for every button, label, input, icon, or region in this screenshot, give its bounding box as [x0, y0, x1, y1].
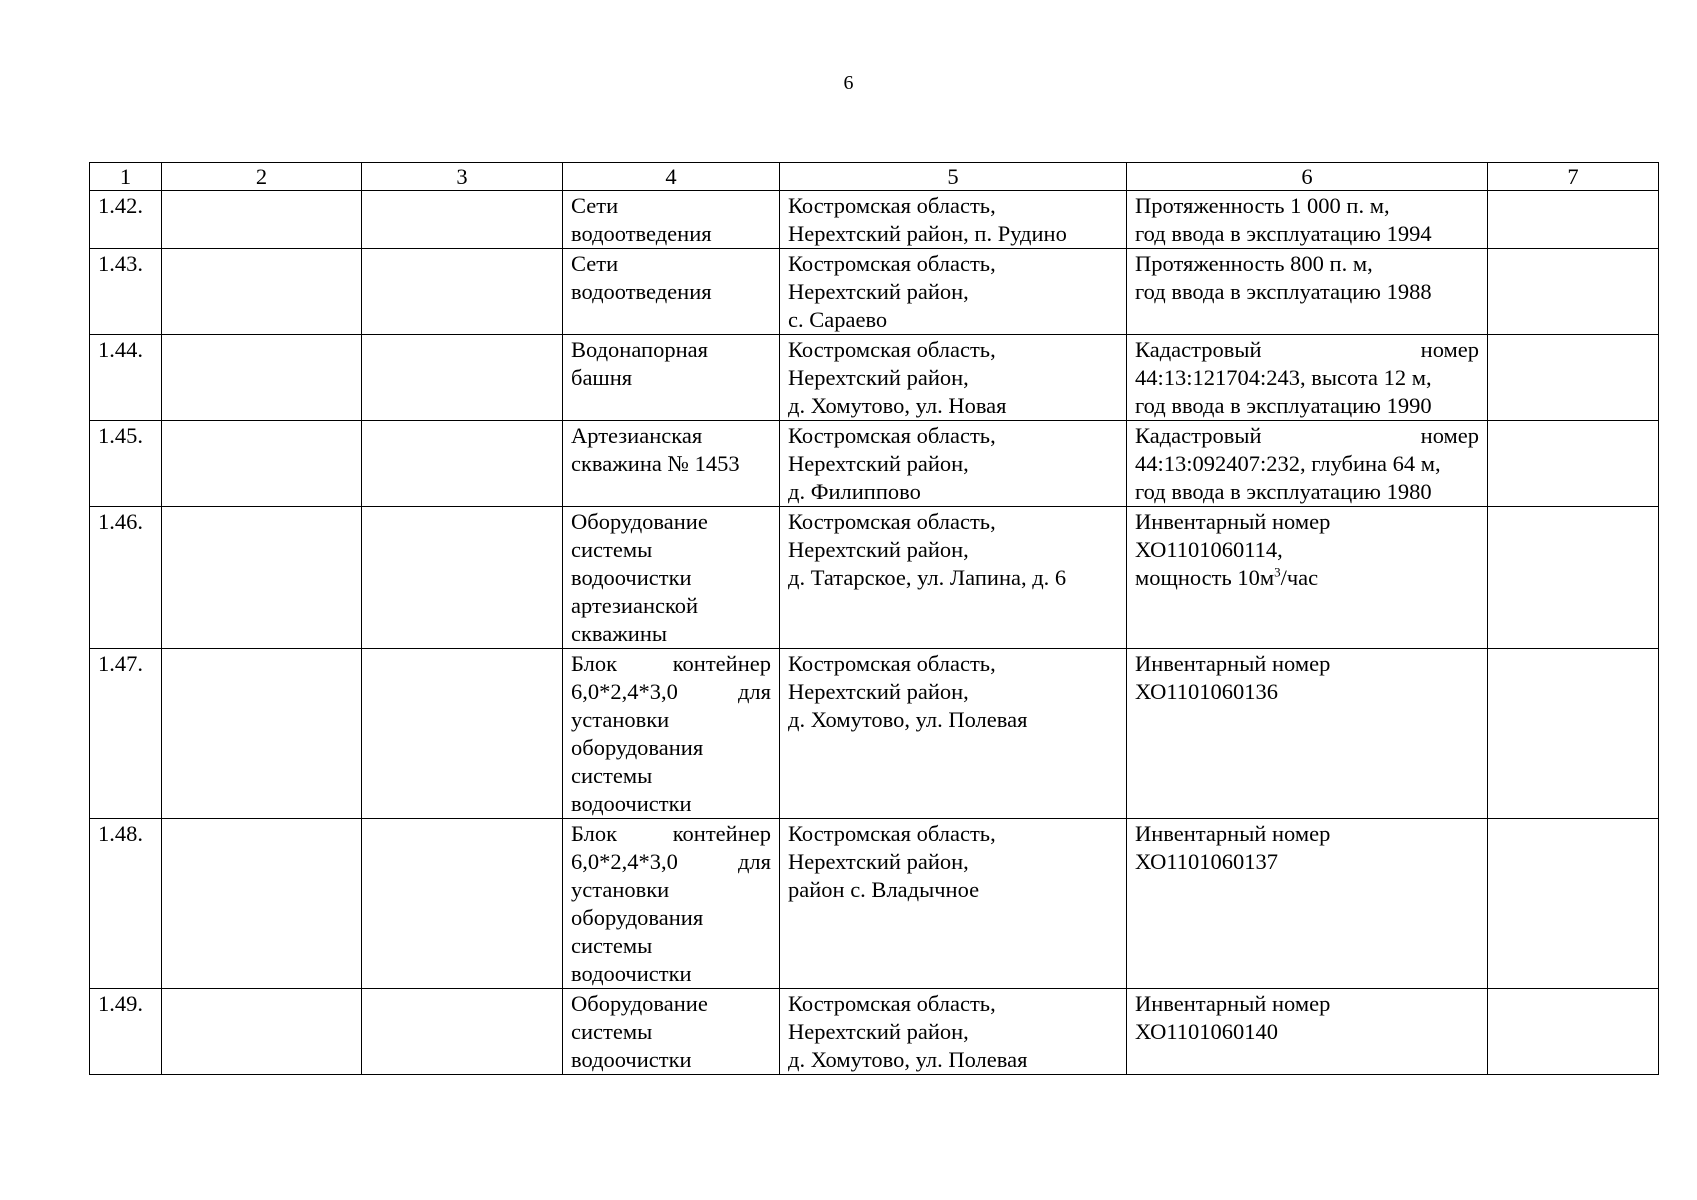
address-line: с. Сараево — [788, 307, 888, 332]
object-name-line: оборудования — [571, 735, 704, 760]
header-row — [90, 163, 1659, 191]
address-line: д. Татарское, ул. Лапина, д. 6 — [788, 565, 1067, 590]
object-address — [780, 421, 1127, 507]
row-col-2 — [162, 335, 362, 421]
object-name-line: установки — [571, 877, 670, 902]
characteristics-line: год ввода в эксплуатацию 1980 — [1135, 479, 1432, 504]
object-name-line: Блок контейнер — [571, 651, 771, 676]
characteristics-line: Кадастровый номер — [1135, 337, 1479, 362]
address-line: Костромская область, — [788, 337, 996, 362]
power-prefix: мощность 10м — [1135, 565, 1275, 590]
row-col-3 — [362, 507, 563, 649]
address-line: Нерехтский район, — [788, 679, 969, 704]
address-line: Костромская область, — [788, 991, 996, 1016]
object-name-line: системы — [571, 1019, 653, 1044]
row-col-7 — [1488, 989, 1659, 1075]
object-name-line: башня — [571, 365, 633, 390]
address-line: Нерехтский район, — [788, 849, 969, 874]
row-number: 1.42. — [90, 191, 162, 249]
row-number: 1.48. — [90, 819, 162, 989]
object-name — [563, 249, 780, 335]
row-number: 1.44. — [90, 335, 162, 421]
object-name-line: артезианской — [571, 593, 699, 618]
characteristics-line: ХО1101060137 — [1135, 849, 1279, 874]
table-row — [90, 421, 1659, 507]
object-name-line: водоочистки — [571, 1047, 692, 1072]
address-line: д. Хомутово, ул. Полевая — [788, 707, 1028, 732]
header-col-7: 7 — [1488, 163, 1659, 191]
characteristics-line: ХО1101060114, — [1135, 537, 1283, 562]
object-characteristics — [1127, 191, 1488, 249]
row-col-3 — [362, 335, 563, 421]
row-col-2 — [162, 421, 362, 507]
object-name-line: Артезианская — [571, 423, 703, 448]
characteristics-line: год ввода в эксплуатацию 1994 — [1135, 221, 1432, 246]
object-name — [563, 507, 780, 649]
row-col-3 — [362, 191, 563, 249]
object-name-line: системы — [571, 763, 653, 788]
object-name — [563, 335, 780, 421]
object-characteristics — [1127, 335, 1488, 421]
address-line: Нерехтский район, — [788, 279, 969, 304]
address-line: Костромская область, — [788, 251, 996, 276]
object-name-line: водоочистки — [571, 961, 692, 986]
row-col-2 — [162, 507, 362, 649]
row-number: 1.46. — [90, 507, 162, 649]
object-name-line: водоотведения — [571, 221, 712, 246]
table-row — [90, 819, 1659, 989]
header-col-5: 5 — [780, 163, 1127, 191]
object-characteristics — [1127, 819, 1488, 989]
table-row — [90, 335, 1659, 421]
row-number: 1.45. — [90, 421, 162, 507]
address-line: д. Хомутово, ул. Полевая — [788, 1047, 1028, 1072]
object-name-line: установки — [571, 707, 670, 732]
property-table — [89, 162, 1659, 1075]
object-name-line: Сети — [571, 251, 619, 276]
object-name-line: 6,0*2,4*3,0 для — [571, 849, 771, 874]
header-col-2: 2 — [162, 163, 362, 191]
object-characteristics — [1127, 989, 1488, 1075]
characteristics-line: ХО1101060140 — [1135, 1019, 1279, 1044]
characteristics-line: ХО1101060136 — [1135, 679, 1279, 704]
characteristics-line: Инвентарный номер — [1135, 509, 1331, 534]
characteristics-line: Кадастровый номер — [1135, 423, 1479, 448]
row-col-2 — [162, 819, 362, 989]
object-address — [780, 989, 1127, 1075]
object-name-line: Водонапорная — [571, 337, 708, 362]
row-col-7 — [1488, 249, 1659, 335]
object-characteristics — [1127, 507, 1488, 649]
row-col-7 — [1488, 421, 1659, 507]
object-address — [780, 335, 1127, 421]
address-line: район с. Владычное — [788, 877, 980, 902]
address-line: Нерехтский район, — [788, 365, 969, 390]
characteristics-line: Инвентарный номер — [1135, 991, 1331, 1016]
row-col-3 — [362, 819, 563, 989]
object-name-line: Оборудование — [571, 991, 708, 1016]
object-name-line: системы — [571, 933, 653, 958]
object-name-line: скважина № 1453 — [571, 451, 740, 476]
row-col-7 — [1488, 335, 1659, 421]
address-line: Нерехтский район, — [788, 451, 969, 476]
row-number: 1.43. — [90, 249, 162, 335]
table-row — [90, 989, 1659, 1075]
row-col-3 — [362, 421, 563, 507]
object-characteristics — [1127, 421, 1488, 507]
object-characteristics — [1127, 649, 1488, 819]
object-name-line: Оборудование — [571, 509, 708, 534]
address-line: Костромская область, — [788, 509, 996, 534]
object-address — [780, 819, 1127, 989]
object-name — [563, 989, 780, 1075]
address-line: Костромская область, — [788, 821, 996, 846]
row-col-3 — [362, 989, 563, 1075]
characteristics-line: год ввода в эксплуатацию 1990 — [1135, 393, 1432, 418]
header-col-3: 3 — [362, 163, 563, 191]
row-number: 1.47. — [90, 649, 162, 819]
object-address — [780, 191, 1127, 249]
object-name — [563, 191, 780, 249]
address-line: Костромская область, — [788, 193, 996, 218]
object-name — [563, 649, 780, 819]
address-line: Нерехтский район, — [788, 1019, 969, 1044]
power-line — [1135, 564, 1479, 592]
characteristics-line: Инвентарный номер — [1135, 821, 1331, 846]
characteristics-line: 44:13:092407:232, глубина 64 м, — [1135, 451, 1441, 476]
object-name-line: водоочистки — [571, 565, 692, 590]
object-name — [563, 819, 780, 989]
characteristics-line: Протяженность 800 п. м, — [1135, 251, 1373, 276]
object-address — [780, 249, 1127, 335]
object-name-line: водоотведения — [571, 279, 712, 304]
object-address — [780, 649, 1127, 819]
table-row — [90, 507, 1659, 649]
address-line: Костромская область, — [788, 651, 996, 676]
row-number: 1.49. — [90, 989, 162, 1075]
address-line: Костромская область, — [788, 423, 996, 448]
row-col-7 — [1488, 649, 1659, 819]
header-col-6: 6 — [1127, 163, 1488, 191]
address-line: д. Хомутово, ул. Новая — [788, 393, 1007, 418]
power-superscript: 3 — [1274, 564, 1281, 580]
characteristics-line: Инвентарный номер — [1135, 651, 1331, 676]
object-name — [563, 421, 780, 507]
characteristics-line: Протяженность 1 000 п. м, — [1135, 193, 1390, 218]
object-characteristics — [1127, 249, 1488, 335]
characteristics-line: 44:13:121704:243, высота 12 м, — [1135, 365, 1432, 390]
object-name-line: Блок контейнер — [571, 821, 771, 846]
power-suffix: /час — [1280, 565, 1319, 590]
object-name-line: Сети — [571, 193, 619, 218]
object-name-line: 6,0*2,4*3,0 для — [571, 679, 771, 704]
object-name-line: системы — [571, 537, 653, 562]
row-col-2 — [162, 649, 362, 819]
table-row — [90, 649, 1659, 819]
object-name-line: скважины — [571, 621, 667, 646]
characteristics-line: год ввода в эксплуатацию 1988 — [1135, 279, 1432, 304]
object-address — [780, 507, 1127, 649]
row-col-3 — [362, 649, 563, 819]
address-line: д. Филиппово — [788, 479, 921, 504]
object-name-line: оборудования — [571, 905, 704, 930]
header-col-4: 4 — [563, 163, 780, 191]
row-col-7 — [1488, 191, 1659, 249]
row-col-7 — [1488, 507, 1659, 649]
table-row — [90, 249, 1659, 335]
address-line: Нерехтский район, п. Рудино — [788, 221, 1067, 246]
row-col-3 — [362, 249, 563, 335]
object-name-line: водоочистки — [571, 791, 692, 816]
header-col-1: 1 — [90, 163, 162, 191]
table-row — [90, 191, 1659, 249]
address-line: Нерехтский район, — [788, 537, 969, 562]
row-col-2 — [162, 989, 362, 1075]
row-col-2 — [162, 249, 362, 335]
row-col-2 — [162, 191, 362, 249]
row-col-7 — [1488, 819, 1659, 989]
page-number: 6 — [843, 72, 854, 94]
